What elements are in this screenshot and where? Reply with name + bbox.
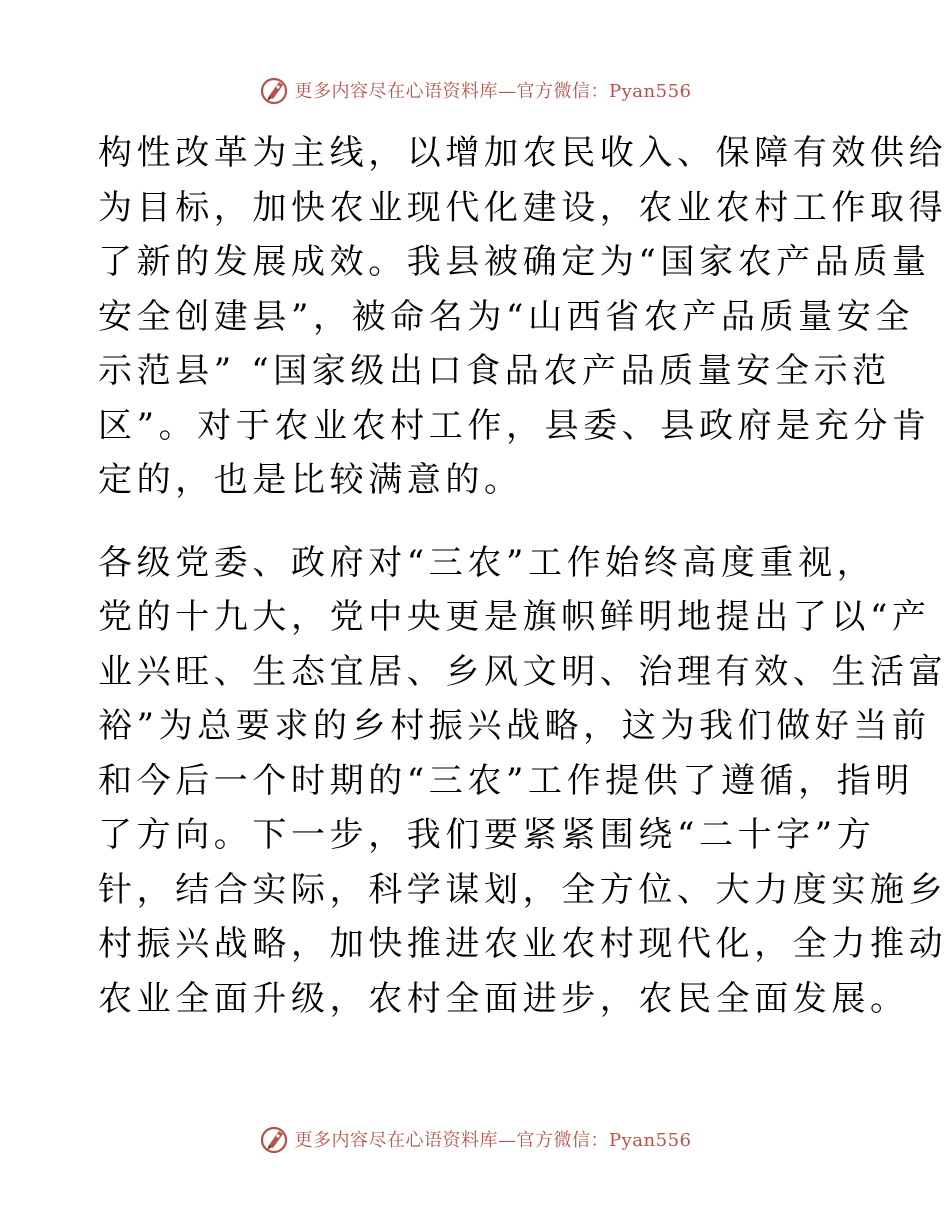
header-banner-text: 更多内容尽在心语资料库—官方微信：Pyan556 (294, 81, 692, 102)
text-line: 村振兴战略，加快推进农业农村现代化，全力推动 (98, 924, 948, 964)
text-line: 农业全面升级，农村全面进步，农民全面发展。 (98, 978, 909, 1019)
text-line: 和今后一个时期的“三农”工作提供了遵循，指明 (98, 760, 914, 801)
text-line: 针，结合实际，科学谋划，全方位、大力度实施乡 (98, 869, 948, 910)
text-line: 党的十九大，党中央更是旗帜鲜明地提出了以“产 (98, 597, 931, 637)
text-line: 区”。对于农业农村工作，县委、县政府是充分肯 (98, 405, 931, 446)
paragraph (98, 536, 948, 1027)
footer-banner (0, 1121, 950, 1157)
text-line: 业兴旺、生态宜居、乡风文明、治理有效、生活富 (98, 651, 948, 692)
pen-nib-logo-icon (259, 1123, 291, 1155)
text-line: 裕”为总要求的乡村振兴战略，这为我们做好当前 (98, 706, 931, 746)
text-line: 了方向。下一步，我们要紧紧围绕“二十字”方 (98, 815, 876, 855)
header-banner (0, 72, 950, 108)
text-line: 各级党委、政府对“三农”工作始终高度重视， (98, 542, 876, 583)
text-line: 了新的发展成效。我县被确定为“国家农产品质量 (98, 242, 931, 282)
text-line: 构性改革为主线，以增加农民收入、保障有效供给 (98, 133, 948, 173)
text-line: 安全创建县”，被命名为“山西省农产品质量安全 (98, 296, 914, 337)
pen-nib-logo-icon (259, 74, 291, 106)
paragraph (98, 126, 948, 508)
document-body (98, 126, 948, 1026)
text-line: 定的，也是比较满意的。 (98, 460, 523, 500)
text-line: 为目标，加快农业现代化建设，农业农村工作取得 (98, 187, 948, 228)
text-line: 示范县” “国家级出口食品农产品质量安全示范 (98, 351, 891, 391)
footer-banner-text: 更多内容尽在心语资料库—官方微信：Pyan556 (294, 1130, 692, 1151)
